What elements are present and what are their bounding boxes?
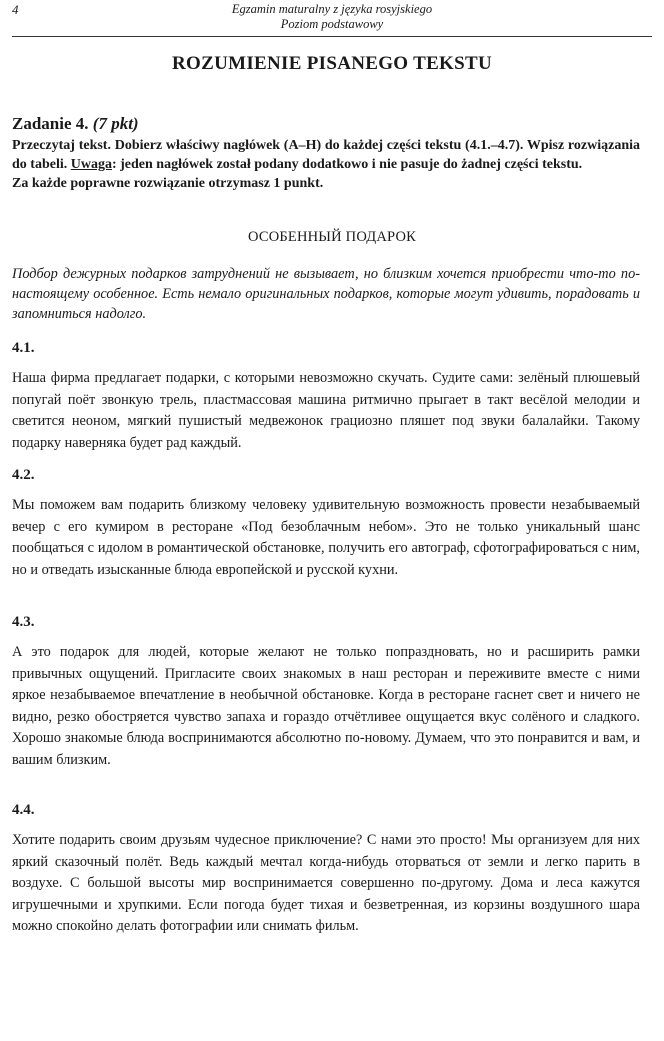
text-part [12,800,640,938]
part-text: Наша фирма предлагает подарки, с которыми невозможно скучать. Судите сами: зелёный плюшевый попугай поёт звонкую трель, пластмассовая машина ритмично прыгает в такт весёлой мелодии и светится неоном, мягкий пушистый медвежонок грациозно пляшет под звуки балалайки. Такому подарку наверняка будет рад каждый. [12,370,640,451]
task-name: Zadanie 4. [12,114,89,133]
instructions-scoring: Za każde poprawne rozwiązanie otrzymasz 1 punkt. [12,176,324,191]
page-number: 4 [12,2,19,17]
text-title: ОСОБЕННЫЙ ПОДАРОК [247,229,417,245]
header-title [12,2,652,32]
text-part [12,465,640,581]
uwaga-label: Uwaga [70,157,112,172]
header-level: Poziom podstawowy [280,17,384,31]
task-instructions [12,136,640,193]
part-text: Хотите подарить своим друзьям чудесное приключение? С нами это просто! Мы организуем для них яркий сказочный полёт. Ведь каждый мечтал когда-нибудь оторваться от земли и легко парить в воздухе. С большой высоты мир воспринимается совершенно по-другому. Дома и леса кажутся игрушечными и хрупкими. Если погода будет тихая и безветренная, из корзины воздушного шара можно спокойно делать фотографии или снимать фильм. [12,832,640,934]
text-intro: Подбор дежурных подарков затруднений не вызывает, но близким хочется приобрести что-то по-настоящему особенное. Есть немало оригинальных подарков, которые могут удивить, порадовать и запомниться надолго. [12,266,640,322]
part-number: 4.2. [12,467,35,483]
instructions-text-1: Przeczytaj tekst. Dobierz właściwy nagłówek (A–H) do każdej części tekstu (4.1.–4.7). Wpisz rozwiązania do tabeli. [12,138,640,172]
part-number: 4.4. [12,802,35,818]
part-number: 4.1. [12,340,35,356]
part-text: А это подарок для людей, которые желают не только попраздновать, но и расширить рамки привычных ощущений. Пригласите своих знакомых в наш ресторан и переживите вместе с ними яркое незабываемое впечатление в необычной обстановке. Когда в ресторане гаснет свет и ничего не видно, резко обостряется чувство запаха и гораздо отчётливее ощущается вкус солёного и сладкого. Хорошо знакомые блюда воспринимаются абсолютно по-новому. Думаем, что это понравится и вам, и вашим близким. [12,644,640,768]
task-title [12,114,640,134]
text-part [12,612,640,771]
page-header [12,0,652,37]
task-points: (7 pkt) [92,114,139,133]
part-text: Мы поможем вам подарить близкому человеку удивительную возможность провести незабываемый вечер с его кумиром в ресторане «Под безоблачным небом». Это не только уникальный шанс пообщаться с идолом в романтической обстановке, получить его автограф, сфотографироваться с ним, но и отведать изысканные блюда европейской и русской кухни. [12,497,640,578]
part-number: 4.3. [12,614,35,630]
section-title: ROZUMIENIE PISANEGO TEKSTU [172,53,492,74]
text-part [12,338,640,454]
header-exam-name: Egzamin maturalny z języka rosyjskiego [231,2,433,16]
task-block [12,114,640,193]
instructions-text-2: : jeden nagłówek został podany dodatkowo i nie pasuje do żadnej części tekstu. [111,157,583,172]
